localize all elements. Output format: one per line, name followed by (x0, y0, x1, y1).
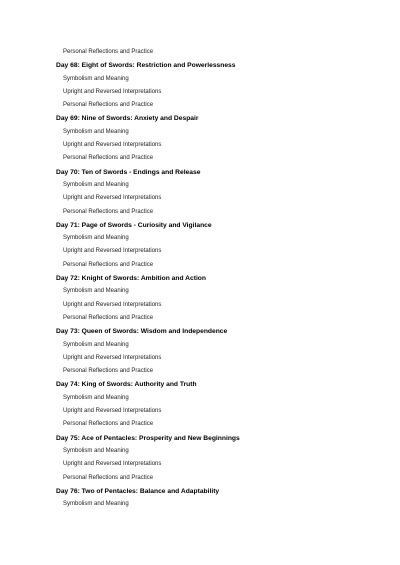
toc-subitem[interactable]: Upright and Reversed Interpretations (63, 354, 162, 361)
toc-subitem[interactable]: Personal Reflections and Practice (63, 314, 154, 321)
toc-subitem[interactable]: Symbolism and Meaning (63, 501, 129, 508)
toc-day-71[interactable]: Day 71: Page of Swords - Curiosity and Vigilance (56, 221, 212, 229)
toc-subitem[interactable]: Personal Reflections and Practice (63, 102, 154, 109)
toc-subitem[interactable]: Symbolism and Meaning (63, 75, 129, 82)
toc-subitem[interactable]: Upright and Reversed Interpretations (63, 142, 162, 149)
toc-subitem[interactable]: Personal Reflections and Practice (63, 368, 154, 375)
toc-day-74[interactable]: Day 74: King of Swords: Authority and Truth (56, 381, 197, 389)
toc-day-70[interactable]: Day 70: Ten of Swords - Endings and Release (56, 168, 201, 176)
toc-subitem[interactable]: Upright and Reversed Interpretations (63, 88, 162, 95)
toc-subitem[interactable]: Upright and Reversed Interpretations (63, 248, 162, 255)
toc-subitem[interactable]: Personal Reflections and Practice (63, 155, 154, 162)
toc-subitem[interactable]: Personal Reflections and Practice (63, 261, 154, 268)
table-of-contents (56, 46, 376, 511)
toc-day-76[interactable]: Day 76: Two of Pentacles: Balance and Adaptability (56, 487, 220, 495)
toc-subitem[interactable]: Upright and Reversed Interpretations (63, 301, 162, 308)
toc-subitem[interactable]: Symbolism and Meaning (63, 447, 129, 454)
toc-subitem[interactable]: Symbolism and Meaning (63, 235, 129, 242)
toc-subitem[interactable]: Upright and Reversed Interpretations (63, 461, 162, 468)
toc-subitem[interactable]: Symbolism and Meaning (63, 288, 129, 295)
toc-subitem[interactable]: Personal Reflections and Practice (63, 49, 154, 55)
toc-subitem[interactable]: Upright and Reversed Interpretations (63, 195, 162, 202)
toc-subitem[interactable]: Symbolism and Meaning (63, 394, 129, 401)
toc-day-75[interactable]: Day 75: Ace of Pentacles: Prosperity and New Beginnings (56, 434, 240, 442)
toc-subitem[interactable]: Upright and Reversed Interpretations (63, 408, 162, 415)
toc-day-73[interactable]: Day 73: Queen of Swords: Wisdom and Independence (56, 328, 228, 336)
toc-subitem[interactable]: Personal Reflections and Practice (63, 421, 154, 428)
toc-subitem[interactable]: Symbolism and Meaning (63, 341, 129, 348)
toc-day-68[interactable]: Day 68: Eight of Swords: Restriction and Powerlessness (56, 62, 236, 70)
toc-subitem[interactable]: Personal Reflections and Practice (63, 208, 154, 215)
toc-day-72[interactable]: Day 72: Knight of Swords: Ambition and Action (56, 275, 206, 283)
toc-day-69[interactable]: Day 69: Nine of Swords: Anxiety and Despair (56, 115, 199, 123)
toc-subitem[interactable]: Symbolism and Meaning (63, 128, 129, 135)
toc-subitem[interactable]: Symbolism and Meaning (63, 181, 129, 188)
toc-subitem[interactable]: Personal Reflections and Practice (63, 474, 154, 481)
